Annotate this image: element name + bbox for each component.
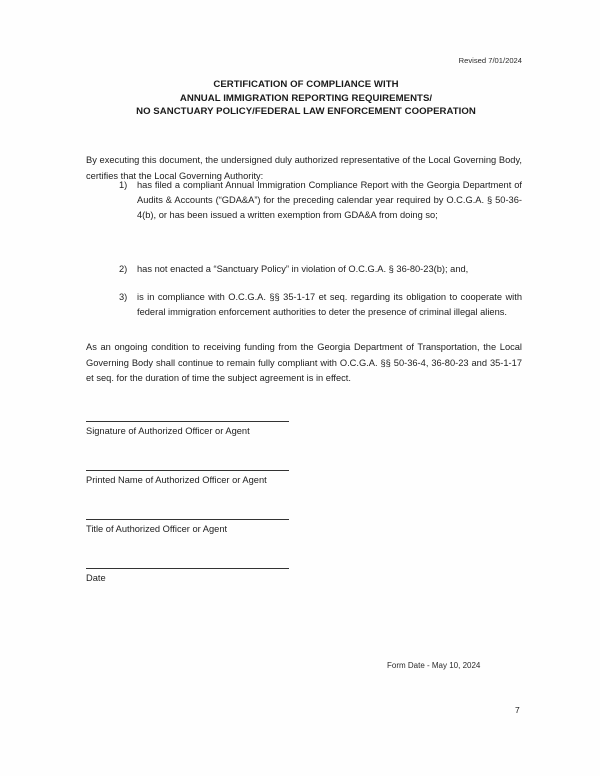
- title-label: Title of Authorized Officer or Agent: [86, 524, 228, 534]
- certification-item-3: [119, 290, 522, 320]
- intro-paragraph: By executing this document, the undersigned duly authorized representative of the Local Governing Body, certifies that the Local Governing Authority:: [86, 155, 522, 181]
- item-text: has filed a compliant Annual Immigration Compliance Report with the Georgia Department of Audits & Accounts (“GDA&A”) for the preceding calendar year required by O.C.G.A. § 50-36-4(b), or has been issued a written exemption from GDA&A from doing so;: [137, 180, 522, 221]
- document-title: [0, 78, 600, 119]
- title-line[interactable]: [86, 519, 289, 520]
- item-number: 3): [119, 292, 128, 302]
- item-number: 1): [119, 180, 128, 190]
- item-number: 2): [119, 264, 128, 274]
- title-line-1: CERTIFICATION OF COMPLIANCE WITH: [213, 79, 399, 90]
- page-number: 7: [515, 705, 520, 715]
- date-label: Date: [86, 573, 106, 583]
- title-line-3: NO SANCTUARY POLICY/FEDERAL LAW ENFORCEMENT COOPERATION: [136, 106, 476, 117]
- title-line-2: ANNUAL IMMIGRATION REPORTING REQUIREMENTS/: [179, 92, 433, 104]
- date-field: [86, 568, 291, 583]
- title-field: [86, 519, 291, 534]
- item-text: has not enacted a “Sanctuary Policy” in violation of O.C.G.A. § 36-80-23(b); and,: [137, 264, 469, 274]
- certification-item-1: [119, 178, 522, 224]
- signature-label: Signature of Authorized Officer or Agent: [86, 426, 250, 436]
- certification-item-2: [119, 262, 522, 277]
- date-line[interactable]: [86, 568, 289, 569]
- signature-field: [86, 421, 291, 436]
- revised-date: Revised 7/01/2024: [458, 56, 522, 65]
- item-text: is in compliance with O.C.G.A. §§ 35-1-17 et seq. regarding its obligation to cooperate with federal immigration enforcement authorities to deter the presence of criminal illegal aliens.: [137, 292, 522, 318]
- form-date: Form Date - May 10, 2024: [387, 661, 481, 670]
- signature-line[interactable]: [86, 421, 289, 422]
- printed-name-label: Printed Name of Authorized Officer or Agent: [86, 475, 267, 485]
- condition-paragraph: As an ongoing condition to receiving funding from the Georgia Department of Transportation, the Local Governing Body shall continue to remain fully compliant with O.C.G.A. §§ 50-36-4, 36-80-23 and 35-1-17 et seq. for the duration of time the subject agreement is in effect.: [86, 342, 522, 383]
- printed-name-field: [86, 470, 291, 485]
- printed-name-line[interactable]: [86, 470, 289, 471]
